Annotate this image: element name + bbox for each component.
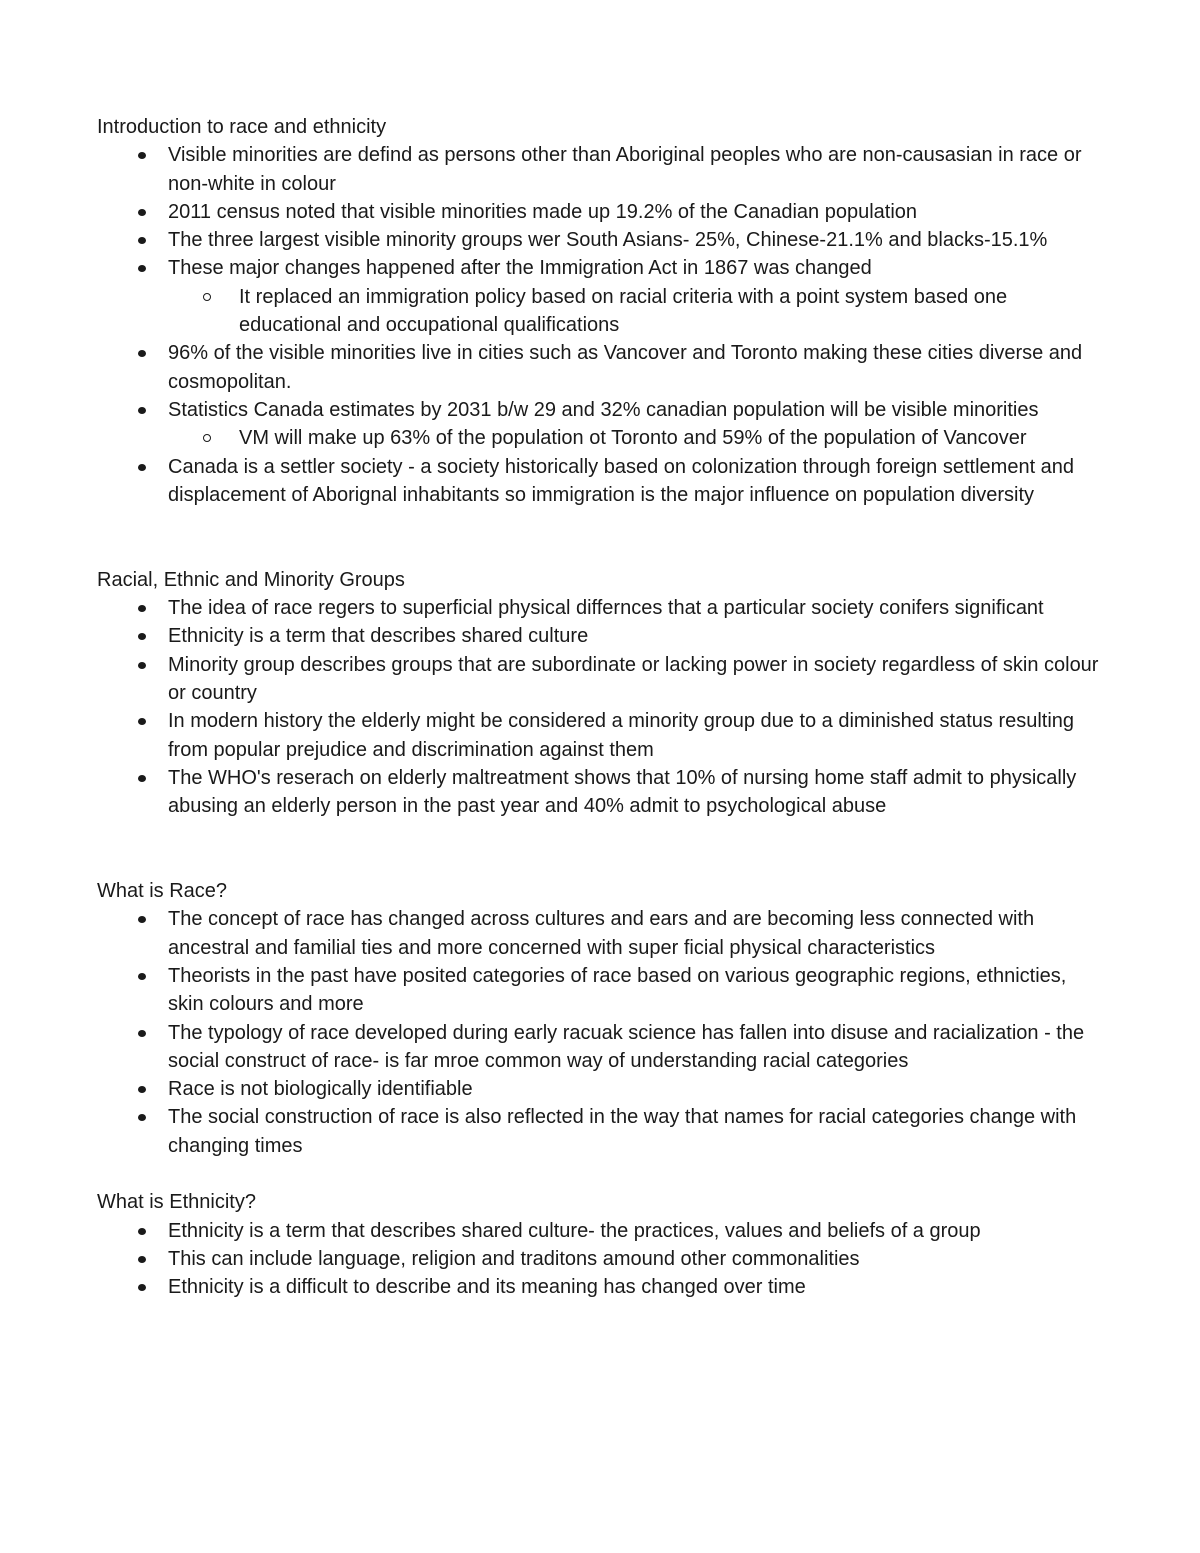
list-item (97, 141, 1107, 198)
list-item (97, 1075, 1107, 1103)
list-item (97, 1245, 1107, 1273)
bullet-text: Ethnicity is a term that describes shared culture (168, 625, 589, 648)
sub-bullet-list (168, 424, 1107, 452)
list-item (97, 453, 1107, 510)
bullet-text: Theorists in the past have posited categories of race based on various geographic regions, ethnicties, skin colours and more (168, 964, 1067, 1016)
spacer (97, 1160, 1107, 1188)
section-racial-ethnic-minority (97, 566, 1107, 821)
section-intro (97, 113, 1107, 509)
sub-bullet-list (168, 283, 1107, 340)
bullet-text: Race is not biologically identifiable (168, 1078, 473, 1101)
spacer (97, 509, 1107, 566)
bullet-text: In modern history the elderly might be considered a minority group due to a diminished status resulting from popular prejudice and discrimination against them (168, 710, 1075, 761)
bullet-list (97, 1217, 1107, 1302)
bullet-text: Ethnicity is a difficult to describe and its meaning has changed over time (168, 1276, 806, 1299)
list-item (97, 1019, 1107, 1076)
bullet-list (97, 594, 1107, 820)
bullet-text: 2011 census noted that visible minorities made up 19.2% of the Canadian population (168, 200, 918, 223)
list-item (97, 962, 1107, 1019)
bullet-text: Ethnicity is a term that describes shared culture- the practices, values and beliefs of a group (168, 1219, 981, 1242)
bullet-text: This can include language, religion and traditons amound other commonalities (168, 1247, 860, 1270)
bullet-text: Visible minorities are defind as persons other than Aboriginal peoples who are non-causasian in race or non-white in colour (168, 144, 1082, 195)
bullet-text: Minority group describes groups that are subordinate or lacking power in society regardless of skin colour or country (168, 653, 1099, 704)
list-item (97, 622, 1107, 650)
bullet-text: The WHO's reserach on elderly maltreatment shows that 10% of nursing home staff admit to physically abusing an elderly person in the past year and 40% admit to psychological abuse (168, 766, 1077, 818)
document-page (97, 113, 1107, 1301)
section-heading: Racial, Ethnic and Minority Groups (97, 568, 405, 591)
list-item (97, 1273, 1107, 1301)
list-item (97, 396, 1107, 453)
list-item (97, 1103, 1107, 1160)
list-item (97, 707, 1107, 764)
sub-bullet-text: VM will make up 63% of the population ot Toronto and 59% of the population of Vancover (239, 427, 1027, 450)
bullet-text: The idea of race regers to superficial physical differnces that a particular society conifers significant (168, 597, 1044, 620)
section-what-is-race (97, 877, 1107, 1160)
list-item (97, 339, 1107, 396)
list-item (97, 198, 1107, 226)
section-heading: Introduction to race and ethnicity (97, 116, 387, 138)
section-heading: What is Race? (97, 880, 228, 903)
list-item (97, 254, 1107, 339)
bullet-text: 96% of the visible minorities live in cities such as Vancover and Toronto making these cities diverse and cosmopolitan. (168, 342, 1083, 393)
list-item (97, 651, 1107, 708)
list-item (97, 1217, 1107, 1245)
sub-list-item (168, 283, 1107, 340)
bullet-text: Statistics Canada estimates by 2031 b/w 29 and 32% canadian population will be visible minorities (168, 398, 1039, 421)
sub-list-item (168, 424, 1107, 452)
bullet-text: The three largest visible minority groups wer South Asians- 25%, Chinese-21.1% and blacks-15.1% (168, 229, 1048, 252)
bullet-text: The typology of race developed during early racuak science has fallen into disuse and racialization - the social construct of race- is far mroe common way of understanding racial categories (168, 1021, 1085, 1072)
list-item (97, 226, 1107, 254)
bullet-text: The concept of race has changed across cultures and ears and are becoming less connected with ancestral and familial ties and more concerned with super ficial physical characteristics (168, 908, 1035, 959)
section-heading: What is Ethnicity? (97, 1191, 256, 1214)
spacer (97, 820, 1107, 877)
section-what-is-ethnicity (97, 1188, 1107, 1301)
bullet-list (97, 141, 1107, 509)
sub-bullet-text: It replaced an immigration policy based on racial criteria with a point system based one educational and occupational qualifications (239, 285, 1008, 337)
bullet-text: These major changes happened after the Immigration Act in 1867 was changed (168, 257, 872, 280)
list-item (97, 764, 1107, 821)
bullet-text: Canada is a settler society - a society historically based on colonization through foreign settlement and displacement of Aborignal inhabitants so immigration is the major influence on population diversity (168, 455, 1075, 506)
bullet-text: The social construction of race is also reflected in the way that names for racial categories change with changing times (168, 1106, 1077, 1157)
list-item (97, 594, 1107, 622)
bullet-list (97, 905, 1107, 1160)
list-item (97, 905, 1107, 962)
